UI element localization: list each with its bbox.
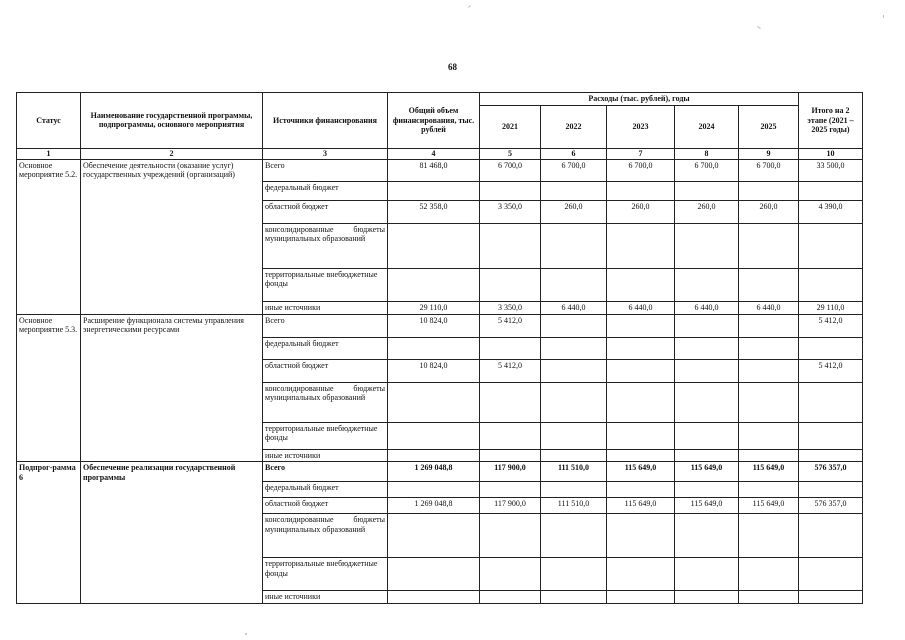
source-cell: Всего: [263, 314, 388, 337]
column-number: 4: [388, 148, 480, 159]
column-number: 1: [17, 148, 81, 159]
table-row: [17, 314, 863, 337]
year-value-cell: [541, 314, 607, 337]
source-cell: территориальные внебюджетные фонды: [263, 268, 388, 301]
year-value-cell: [739, 449, 799, 462]
year-value-cell: [480, 223, 541, 268]
total-volume-cell: 10 824,0: [388, 314, 480, 337]
year-value-cell: 260,0: [675, 200, 739, 223]
scan-artifact: [757, 26, 761, 29]
year-value-cell: 6 440,0: [739, 301, 799, 314]
column-number: 6: [541, 148, 607, 159]
stage-total-cell: [799, 591, 863, 604]
year-value-cell: [607, 449, 675, 462]
header-year: 2022: [541, 105, 607, 148]
year-value-cell: [541, 558, 607, 591]
year-value-cell: [541, 449, 607, 462]
total-volume-cell: [388, 181, 480, 200]
year-value-cell: 115 649,0: [607, 498, 675, 514]
year-value-cell: [607, 382, 675, 422]
page-number: 68: [448, 62, 457, 72]
year-value-cell: [675, 314, 739, 337]
year-value-cell: [675, 591, 739, 604]
header-sources: Источники финансирования: [263, 93, 388, 149]
year-value-cell: [480, 449, 541, 462]
stage-total-cell: [799, 268, 863, 301]
header-year: 2024: [675, 105, 739, 148]
year-value-cell: [739, 314, 799, 337]
total-volume-cell: 29 110,0: [388, 301, 480, 314]
year-value-cell: 115 649,0: [739, 498, 799, 514]
header-status: Статус: [17, 93, 81, 149]
total-volume-cell: [388, 449, 480, 462]
year-value-cell: [480, 268, 541, 301]
year-value-cell: 115 649,0: [739, 462, 799, 482]
stage-total-cell: 5 412,0: [799, 314, 863, 337]
year-value-cell: [607, 514, 675, 558]
column-number: 10: [799, 148, 863, 159]
year-value-cell: 5 412,0: [480, 314, 541, 337]
total-volume-cell: [388, 591, 480, 604]
year-value-cell: [541, 482, 607, 498]
financing-table: [16, 92, 863, 604]
stage-total-cell: 33 500,0: [799, 159, 863, 181]
year-value-cell: 111 510,0: [541, 462, 607, 482]
year-value-cell: [607, 181, 675, 200]
program-name-cell: Расширение функционала системы управления энергетическими ресурсами: [81, 314, 263, 462]
year-value-cell: [480, 422, 541, 449]
source-cell: консолидированные бюджеты муниципальных образований: [263, 223, 388, 268]
source-cell: Всего: [263, 159, 388, 181]
year-value-cell: [607, 482, 675, 498]
table-body: [17, 159, 863, 603]
year-value-cell: [480, 337, 541, 359]
header-year: 2023: [607, 105, 675, 148]
year-value-cell: [541, 268, 607, 301]
total-volume-cell: 52 358,0: [388, 200, 480, 223]
year-value-cell: 6 700,0: [739, 159, 799, 181]
year-value-cell: 6 440,0: [675, 301, 739, 314]
year-value-cell: [607, 268, 675, 301]
column-number: 2: [81, 148, 263, 159]
scan-artifact: [245, 633, 247, 635]
total-volume-cell: [388, 337, 480, 359]
source-cell: областной бюджет: [263, 498, 388, 514]
source-cell: областной бюджет: [263, 200, 388, 223]
year-value-cell: [675, 268, 739, 301]
year-value-cell: [541, 514, 607, 558]
year-value-cell: [739, 514, 799, 558]
year-value-cell: 115 649,0: [675, 498, 739, 514]
year-value-cell: 115 649,0: [675, 462, 739, 482]
year-value-cell: [607, 558, 675, 591]
header-stage-total: Итого на 2 этапе (2021 – 2025 годы): [799, 93, 863, 149]
year-value-cell: [675, 422, 739, 449]
stage-total-cell: [799, 181, 863, 200]
source-cell: иные источники: [263, 591, 388, 604]
year-value-cell: [541, 181, 607, 200]
stage-total-cell: [799, 422, 863, 449]
year-value-cell: [480, 591, 541, 604]
year-value-cell: [541, 422, 607, 449]
scan-artifact: [883, 15, 884, 18]
year-value-cell: [675, 337, 739, 359]
total-volume-cell: [388, 482, 480, 498]
stage-total-cell: [799, 382, 863, 422]
year-value-cell: [541, 337, 607, 359]
year-value-cell: 6 700,0: [675, 159, 739, 181]
source-cell: территориальные внебюджетные фонды: [263, 558, 388, 591]
stage-total-cell: [799, 223, 863, 268]
year-value-cell: [607, 223, 675, 268]
year-value-cell: [739, 337, 799, 359]
stage-total-cell: 29 110,0: [799, 301, 863, 314]
year-value-cell: [607, 314, 675, 337]
source-cell: федеральный бюджет: [263, 482, 388, 498]
year-value-cell: [480, 482, 541, 498]
column-number-row: [17, 148, 863, 159]
year-value-cell: [739, 382, 799, 422]
source-cell: областной бюджет: [263, 359, 388, 382]
year-value-cell: [480, 558, 541, 591]
stage-total-cell: [799, 514, 863, 558]
year-value-cell: [675, 558, 739, 591]
total-volume-cell: [388, 223, 480, 268]
stage-total-cell: [799, 558, 863, 591]
total-volume-cell: [388, 558, 480, 591]
year-value-cell: 111 510,0: [541, 498, 607, 514]
stage-total-cell: 576 357,0: [799, 462, 863, 482]
year-value-cell: [607, 359, 675, 382]
year-value-cell: 3 350,0: [480, 301, 541, 314]
year-value-cell: [607, 422, 675, 449]
year-value-cell: 6 700,0: [480, 159, 541, 181]
table-row: [17, 159, 863, 181]
total-volume-cell: [388, 268, 480, 301]
stage-total-cell: 576 357,0: [799, 498, 863, 514]
program-name-cell: Обеспечение реализации государственной программы: [81, 462, 263, 604]
year-value-cell: [739, 482, 799, 498]
column-number: 3: [263, 148, 388, 159]
total-volume-cell: [388, 514, 480, 558]
year-value-cell: 6 440,0: [541, 301, 607, 314]
header-expenses-group: Расходы (тыс. рублей), годы: [480, 93, 799, 106]
year-value-cell: [607, 337, 675, 359]
year-value-cell: [675, 223, 739, 268]
total-volume-cell: [388, 422, 480, 449]
header-year: 2025: [739, 105, 799, 148]
year-value-cell: [739, 181, 799, 200]
year-value-cell: 6 700,0: [607, 159, 675, 181]
year-value-cell: [675, 482, 739, 498]
header-name: Наименование государственной программы, подпрограммы, основного мероприятия: [81, 93, 263, 149]
table-header: [17, 93, 863, 160]
status-cell: Подпрог-рамма 6: [17, 462, 81, 604]
year-value-cell: 260,0: [739, 200, 799, 223]
year-value-cell: [675, 382, 739, 422]
column-number: 8: [675, 148, 739, 159]
year-value-cell: [541, 591, 607, 604]
year-value-cell: [480, 382, 541, 422]
stage-total-cell: 5 412,0: [799, 359, 863, 382]
year-value-cell: [675, 359, 739, 382]
year-value-cell: [739, 422, 799, 449]
source-cell: территориальные внебюджетные фонды: [263, 422, 388, 449]
year-value-cell: 3 350,0: [480, 200, 541, 223]
table-row: [17, 462, 863, 482]
scan-artifact: [468, 5, 471, 8]
year-value-cell: [675, 181, 739, 200]
source-cell: Всего: [263, 462, 388, 482]
year-value-cell: [739, 268, 799, 301]
header-total-volume: Общий объем финансирования, тыс. рублей: [388, 93, 480, 149]
total-volume-cell: 81 468,0: [388, 159, 480, 181]
year-value-cell: 115 649,0: [607, 462, 675, 482]
stage-total-cell: [799, 482, 863, 498]
total-volume-cell: 10 824,0: [388, 359, 480, 382]
column-number: 5: [480, 148, 541, 159]
source-cell: иные источники: [263, 449, 388, 462]
year-value-cell: 5 412,0: [480, 359, 541, 382]
year-value-cell: 260,0: [607, 200, 675, 223]
year-value-cell: 260,0: [541, 200, 607, 223]
stage-total-cell: [799, 449, 863, 462]
year-value-cell: 117 900,0: [480, 498, 541, 514]
total-volume-cell: [388, 382, 480, 422]
year-value-cell: [739, 591, 799, 604]
source-cell: консолидированные бюджеты муниципальных образований: [263, 514, 388, 558]
year-value-cell: [541, 223, 607, 268]
year-value-cell: [739, 558, 799, 591]
status-cell: Основное мероприятие 5.3.: [17, 314, 81, 462]
source-cell: консолидированные бюджеты муниципальных образований: [263, 382, 388, 422]
column-number: 7: [607, 148, 675, 159]
year-value-cell: [739, 223, 799, 268]
year-value-cell: [541, 382, 607, 422]
year-value-cell: [480, 514, 541, 558]
total-volume-cell: 1 269 048,8: [388, 498, 480, 514]
year-value-cell: [739, 359, 799, 382]
year-value-cell: [675, 514, 739, 558]
year-value-cell: 6 700,0: [541, 159, 607, 181]
column-number: 9: [739, 148, 799, 159]
header-year: 2021: [480, 105, 541, 148]
year-value-cell: 117 900,0: [480, 462, 541, 482]
stage-total-cell: [799, 337, 863, 359]
status-cell: Основное мероприятие 5.2.: [17, 159, 81, 314]
program-name-cell: Обеспечение деятельности (оказание услуг) государственных учреждений (организаций): [81, 159, 263, 314]
year-value-cell: [480, 181, 541, 200]
year-value-cell: 6 440,0: [607, 301, 675, 314]
year-value-cell: [675, 449, 739, 462]
year-value-cell: [607, 591, 675, 604]
source-cell: федеральный бюджет: [263, 337, 388, 359]
source-cell: федеральный бюджет: [263, 181, 388, 200]
total-volume-cell: 1 269 048,8: [388, 462, 480, 482]
year-value-cell: [541, 359, 607, 382]
source-cell: иные источники: [263, 301, 388, 314]
stage-total-cell: 4 390,0: [799, 200, 863, 223]
